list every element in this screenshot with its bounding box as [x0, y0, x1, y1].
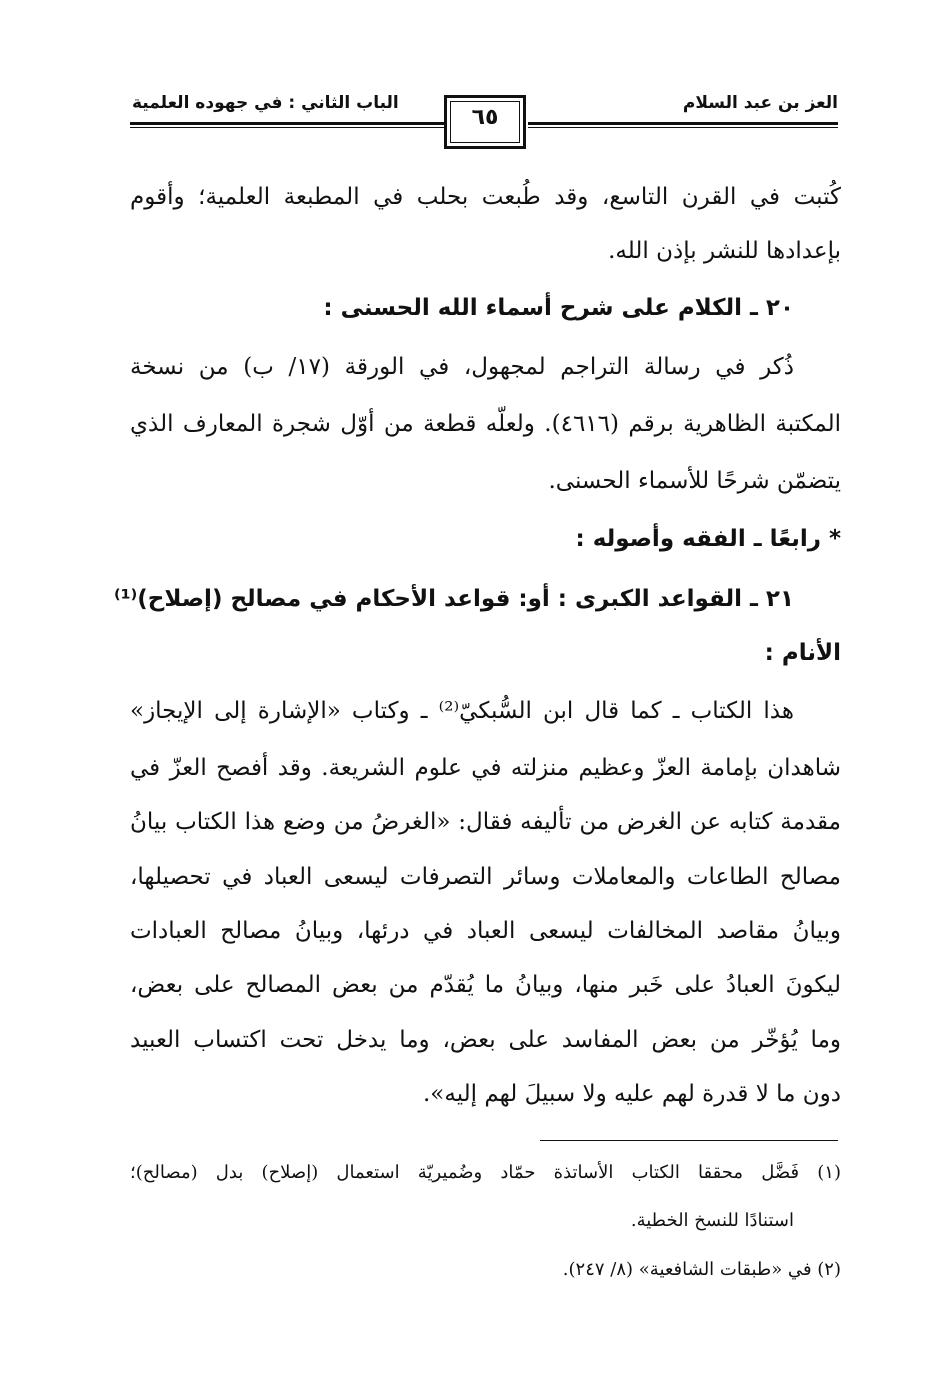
body-line: مقدمة كتابه عن الغرض من تأليفه فقال: «الغرضُ من وضع هذا الكتاب بيانُ — [130, 809, 841, 835]
footnote-2: (٢) في «طبقات الشافعية» (٨/ ٢٤٧). — [562, 1259, 841, 1280]
header-rule — [528, 122, 838, 125]
body-line: يتضمّن شرحًا للأسماء الحسنى. — [548, 468, 841, 494]
body-line: شاهدان بإمامة العزّ وعظيم منزلته في علوم الشريعة. وقد أفصح العزّ في — [130, 755, 841, 781]
body-line: وبيانُ مقاصد المخالفات ليسعى العباد في درئها، وبيانُ مصالح العبادات — [130, 918, 841, 944]
section-heading: ٢١ ـ القواعد الكبرى : أو: قواعد الأحكام في مصالح (إصلاح)⁽¹⁾ — [113, 586, 794, 612]
footnote-1: (١) فَضَّل محققا الكتاب الأساتذة حمّاد وضُميريّة استعمال (إصلاح) بدل (مصالح)؛ — [130, 1162, 841, 1183]
body-line: ليكونَ العبادُ على خَبر منها، وبيانُ ما يُقدّم من بعض المصالح على بعض، — [130, 972, 841, 998]
header-rule-thin — [130, 127, 446, 128]
footnote-separator — [540, 1140, 838, 1141]
footnote-1-cont: استنادًا للنسخ الخطية. — [630, 1210, 794, 1231]
section-heading: الأنام : — [764, 640, 841, 666]
page-number-box — [444, 95, 526, 149]
body-line: وما يُؤخّر من بعض المفاسد على بعض، وما يدخل تحت اكتساب العبيد — [130, 1027, 841, 1053]
body-line: كُتبت في القرن التاسع، وقد طُبعت بحلب في المطبعة العلمية؛ وأقوم — [130, 184, 841, 210]
header-rule-thin — [528, 127, 838, 128]
body-line: بإعدادها للنشر بإذن الله. — [608, 238, 841, 264]
running-head-author: العز بن عبد السلام — [682, 93, 838, 113]
section-heading: * رابعًا ـ الفقه وأصوله : — [575, 526, 841, 552]
body-line: ذُكر في رسالة التراجم لمجهول، في الورقة (١٧/ ب) من نسخة — [130, 354, 795, 380]
header-rule — [130, 122, 446, 125]
body-line: مصالح الطاعات والمعاملات وسائر التصرفات ليسعى العباد في تحصيلها، — [130, 864, 841, 890]
body-line: المكتبة الظاهرية برقم (٤٦١٦). ولعلّه قطعة من أوّل شجرة المعارف الذي — [130, 411, 841, 437]
running-head-chapter: الباب الثاني : في جهوده العلمية — [132, 93, 399, 113]
section-heading: ٢٠ ـ الكلام على شرح أسماء الله الحسنى : — [323, 295, 794, 321]
page-number: ٦٥ — [471, 105, 499, 130]
body-line: هذا الكتاب ـ كما قال ابن السُّبكيّ⁽²⁾ ـ وكتاب «الإشارة إلى الإيجاز» — [130, 698, 794, 724]
body-line: دون ما لا قدرة لهم عليه ولا سبيلَ لهم إليه». — [423, 1081, 841, 1107]
